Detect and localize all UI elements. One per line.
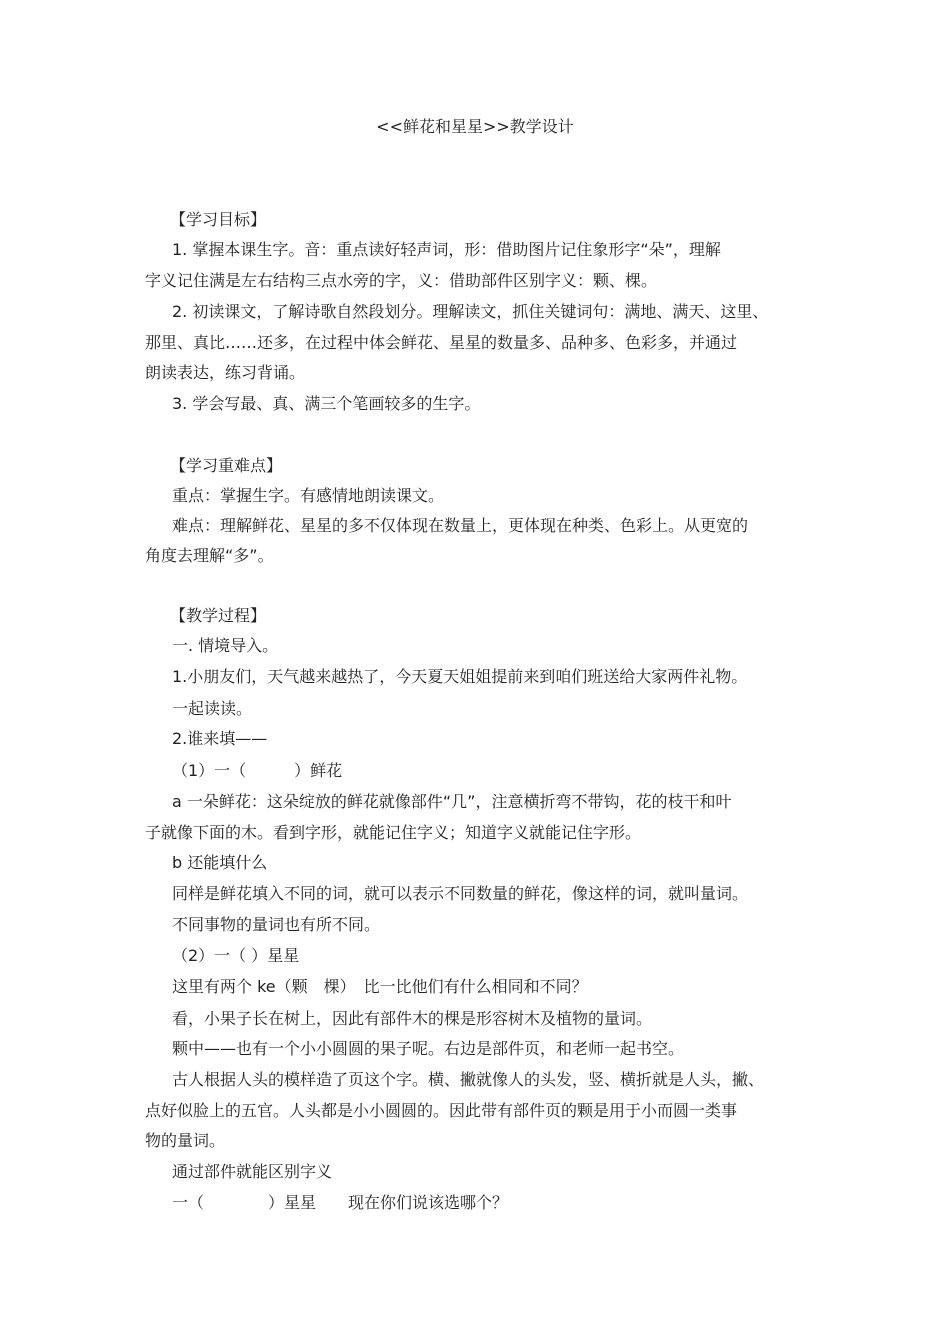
- paragraph-line: 古人根据人头的模样造了页这个字。横、撇就像人的头发，竖、横折就是人头，撇、: [172, 1070, 765, 1089]
- paragraph-line: 朗读表达，练习背诵。: [145, 363, 306, 382]
- paragraph-line: 难点：理解鲜花、星星的多不仅体现在数量上，更体现在种类、色彩上。从更宽的: [172, 516, 749, 535]
- heading-key-difficulties: 【学习重难点】: [170, 456, 283, 475]
- paragraph-line: 物的量词。: [145, 1131, 226, 1150]
- paragraph-line: （1）一（ ）鲜花: [172, 761, 343, 780]
- paragraph-line: 字义记住满是左右结构三点水旁的字，义：借助部件区别字义：颗、棵。: [145, 271, 658, 290]
- paragraph-line: 同样是鲜花填入不同的词，就可以表示不同数量的鲜花，像这样的词，就叫量词。: [172, 884, 749, 903]
- paragraph-line: 一（ ）星星 现在你们说该选哪个？: [172, 1193, 509, 1212]
- paragraph-line: 1. 掌握本课生字。音：重点读好轻声词，形：借助图片记住象形字“朵”，理解: [172, 240, 721, 259]
- paragraph-line: 子就像下面的木。看到字形，就能记住字义；知道字义就能记住字形。: [145, 823, 642, 842]
- heading-learning-goals: 【学习目标】: [170, 210, 267, 229]
- heading-teaching-process: 【教学过程】: [170, 606, 267, 625]
- paragraph-line: 点好似脸上的五官。人头都是小小圆圆的。因此带有部件页的颗是用于小而圆一类事: [145, 1101, 738, 1120]
- paragraph-line: 颗中——也有一个小小圆圆的果子呢。右边是部件页，和老师一起书空。: [172, 1039, 685, 1058]
- paragraph-line: 这里有两个 ke（颗 棵） 比一比他们有什么相同和不同？: [172, 977, 588, 996]
- paragraph-line: 不同事物的量词也有所不同。: [172, 915, 381, 934]
- paragraph-line: 通过部件就能区别字义: [172, 1162, 333, 1181]
- paragraph-line: 3. 学会写最、真、满三个笔画较多的生字。: [172, 394, 481, 413]
- paragraph-line: 看，小果子长在树上，因此有部件木的棵是形容树木及植物的量词。: [172, 1009, 653, 1028]
- document-title: <<鲜花和星星>>教学设计: [376, 117, 574, 136]
- paragraph-line: （2）一（ ）星星: [172, 946, 300, 965]
- paragraph-line: 一. 情境导入。: [172, 636, 279, 655]
- paragraph-line: 重点：掌握生字。有感情地朗读课文。: [172, 486, 445, 505]
- paragraph-line: 那里、真比……还多，在过程中体会鲜花、星星的数量多、品种多、色彩多，并通过: [145, 333, 738, 352]
- paragraph-line: 2. 初读课文，了解诗歌自然段划分。理解读文，抓住关键词句：满地、满天、这里、: [172, 302, 769, 321]
- paragraph-line: 一起读读。: [172, 699, 253, 718]
- paragraph-line: b 还能填什么: [172, 853, 268, 872]
- paragraph-line: 1.小朋友们，天气越来越热了，今天夏天姐姐提前来到咱们班送给大家两件礼物。: [172, 667, 748, 686]
- paragraph-line: 2.谁来填——: [172, 729, 268, 748]
- paragraph-line: a 一朵鲜花：这朵绽放的鲜花就像部件“几”，注意横折弯不带钩，花的枝干和叶: [172, 792, 732, 811]
- paragraph-line: 角度去理解“多”。: [145, 546, 274, 565]
